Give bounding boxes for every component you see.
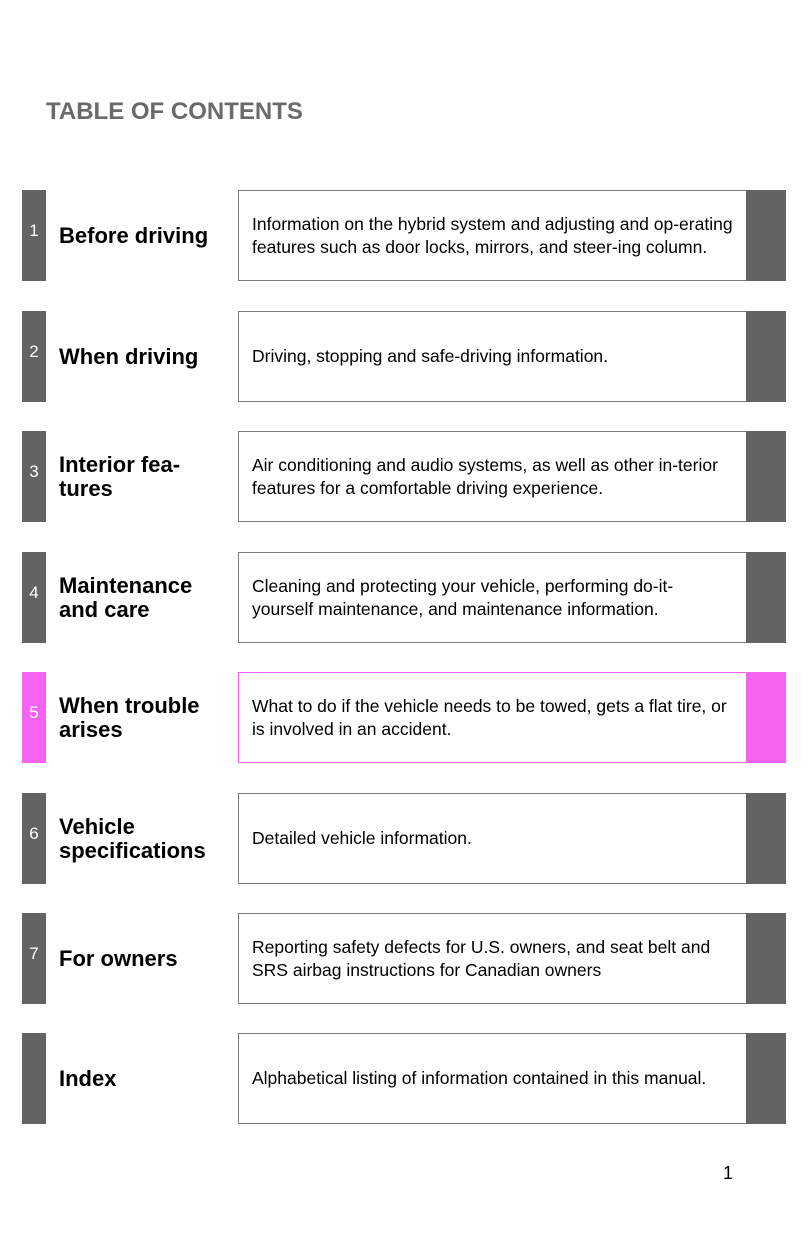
toc-row-vehicle-specifications[interactable] [0, 793, 808, 884]
section-number-tab: 6 [22, 793, 46, 884]
section-edge-tab [746, 672, 786, 763]
section-edge-tab [746, 913, 786, 1004]
toc-row-when-driving[interactable] [0, 311, 808, 402]
section-title: When driving [59, 343, 199, 369]
section-number-tab: 4 [22, 552, 46, 643]
section-title: Maintenance and care [59, 572, 193, 622]
section-number-tab: 3 [22, 431, 46, 522]
toc-row-before-driving[interactable] [0, 190, 808, 281]
section-edge-tab [746, 552, 786, 643]
section-title: Index [59, 1065, 117, 1091]
section-description: Detailed vehicle information. [238, 793, 746, 884]
section-edge-tab [746, 1033, 786, 1124]
section-description: Cleaning and protecting your vehicle, performing do-it-yourself maintenance, and maintenance information. [238, 552, 746, 643]
section-title: For owners [59, 945, 178, 971]
toc-row-interior-features[interactable] [0, 431, 808, 522]
page-number: 1 [722, 1163, 733, 1183]
section-edge-tab [746, 311, 786, 402]
section-number-tab: 5 [22, 672, 46, 763]
section-description: Reporting safety defects for U.S. owners, and seat belt and SRS airbag instructions for Canadian owners [238, 913, 746, 1004]
toc-row-index[interactable] [0, 1033, 808, 1124]
section-number-tab [22, 1033, 46, 1124]
page-title: TABLE OF CONTENTS [46, 98, 303, 125]
section-title: Before driving [59, 222, 209, 248]
toc-row-when-trouble-arises[interactable] [0, 672, 808, 763]
toc-row-for-owners[interactable] [0, 913, 808, 1004]
section-description: What to do if the vehicle needs to be towed, gets a flat tire, or is involved in an accident. [238, 672, 746, 763]
section-edge-tab [746, 793, 786, 884]
section-number-tab: 7 [22, 913, 46, 1004]
section-title: Vehicle specifications [59, 813, 206, 863]
section-number-tab: 2 [22, 311, 46, 402]
section-edge-tab [746, 431, 786, 522]
toc-row-maintenance-and-care[interactable] [0, 552, 808, 643]
section-number-tab: 1 [22, 190, 46, 281]
section-description: Information on the hybrid system and adjusting and op-erating features such as door locks, mirrors, and steer-ing column. [238, 190, 746, 281]
section-edge-tab [746, 190, 786, 281]
section-title: When trouble arises [59, 692, 200, 742]
section-description: Alphabetical listing of information contained in this manual. [238, 1033, 746, 1124]
section-description: Air conditioning and audio systems, as well as other in-terior features for a comfortable driving experience. [238, 431, 746, 522]
section-description: Driving, stopping and safe-driving information. [238, 311, 746, 402]
section-title: Interior fea-tures [59, 451, 181, 501]
